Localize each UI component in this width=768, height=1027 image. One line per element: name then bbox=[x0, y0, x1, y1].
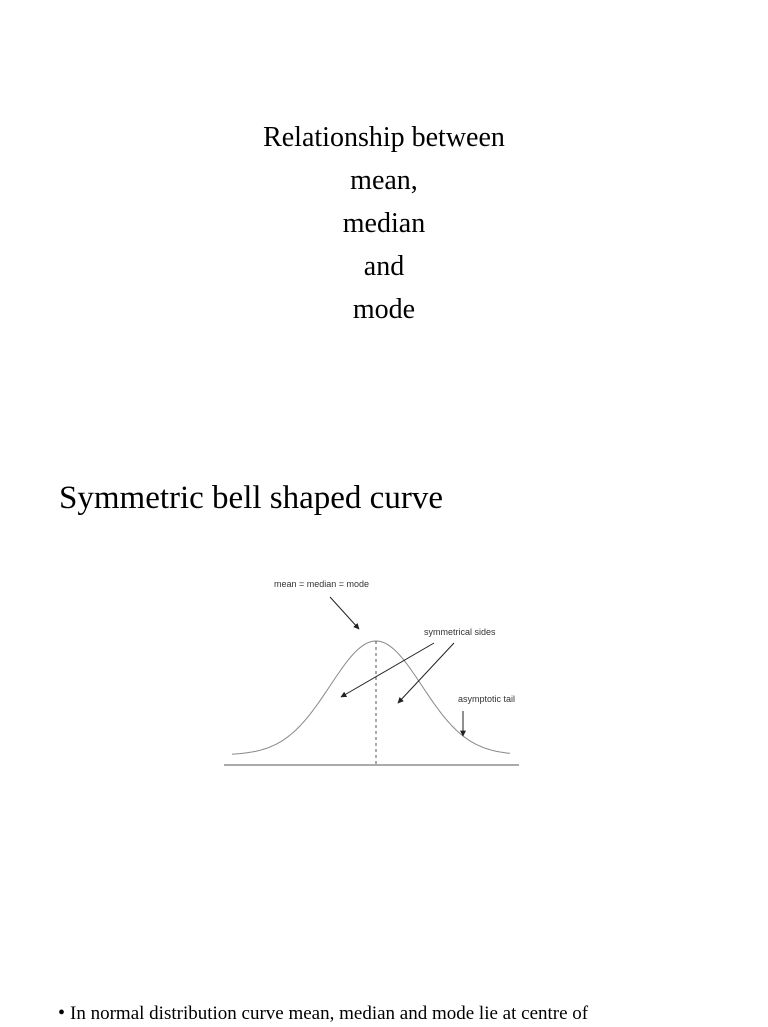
bell-curve-figure bbox=[220, 570, 522, 770]
sides-arrow-right bbox=[398, 643, 454, 703]
sides-label: symmetrical sides bbox=[424, 627, 496, 637]
tail-label: asymptotic tail bbox=[458, 694, 516, 704]
bullet-text: In normal distribution curve mean, median and mode lie at centre of bbox=[70, 1003, 589, 1024]
bullet-symbol: • bbox=[58, 1002, 66, 1024]
title-line: Relationship between bbox=[263, 122, 505, 153]
bullet-item bbox=[58, 1000, 758, 1027]
sides-arrow-left bbox=[341, 643, 434, 697]
bell-curve-diagram bbox=[220, 570, 522, 770]
title-line: median bbox=[342, 208, 426, 239]
center-label: mean = median = mode bbox=[274, 579, 370, 589]
slide-title bbox=[0, 116, 768, 331]
title-line: and bbox=[363, 251, 405, 282]
center-arrow bbox=[330, 597, 359, 629]
title-line: mean, bbox=[350, 165, 418, 196]
section-heading: Symmetric bell shaped curve bbox=[59, 480, 443, 516]
title-line: mode bbox=[352, 294, 416, 325]
